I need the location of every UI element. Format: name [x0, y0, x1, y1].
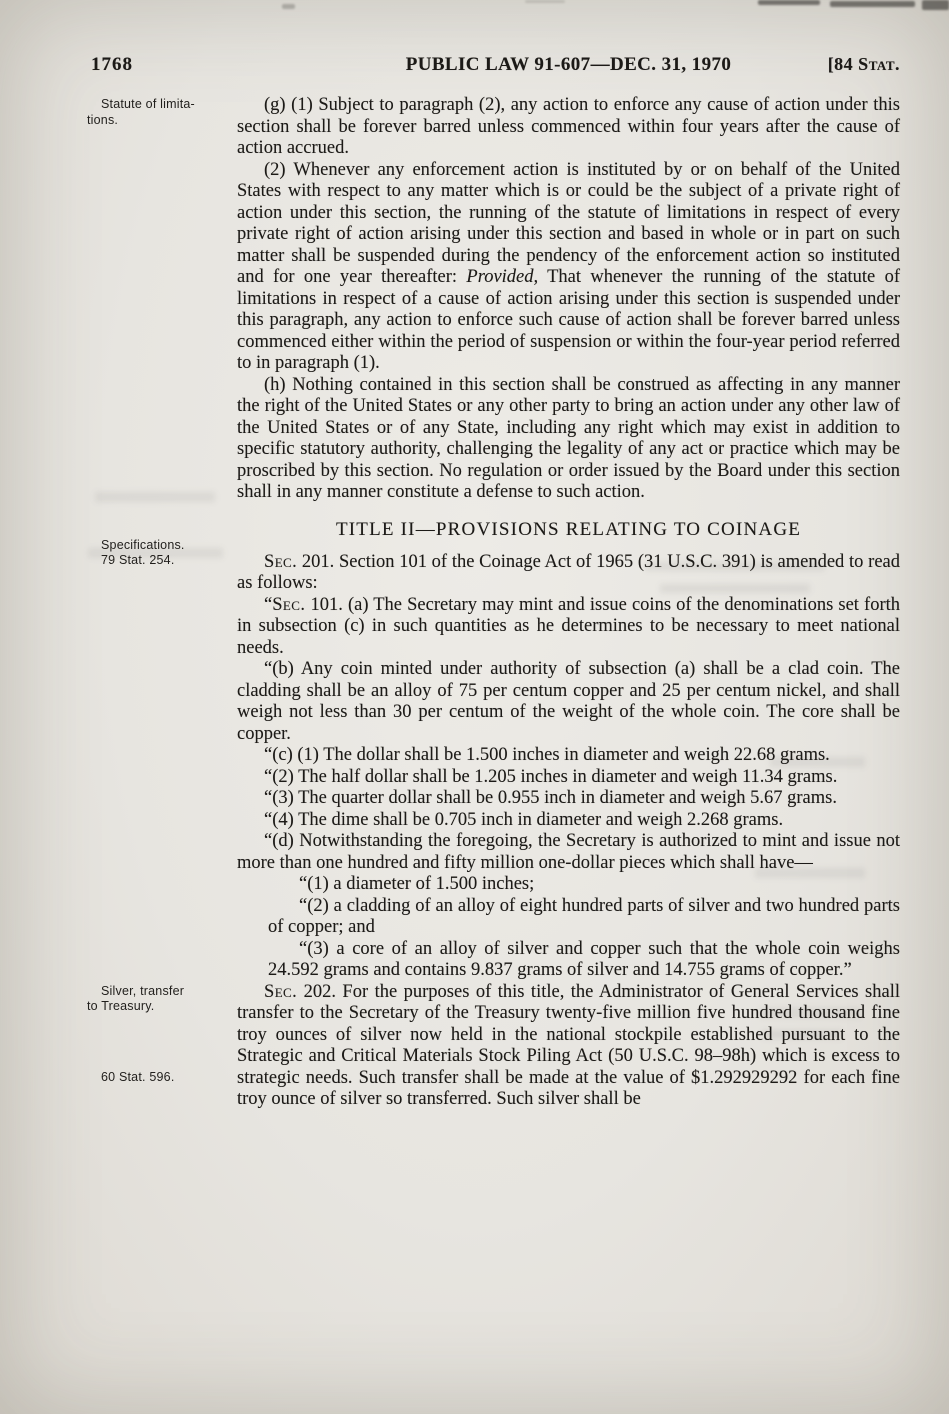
scan-artifact — [525, 0, 565, 3]
paragraph-101-d1 — [268, 874, 900, 896]
margin-note-line: to Treasury. — [87, 999, 155, 1013]
paragraph-text: “(c) (1) The dollar shall be 1.500 inches in diameter and weigh 22.68 grams. — [264, 745, 830, 765]
paragraph-text: “(b) Any coin minted under authority of subsection (a) shall be a clad coin. The cladding shall be an alloy of 75 per centum copper and 25 per centum nickel, and shall weigh not less than 30 per centum of the weight of the whole coin. The core shall be copper. — [237, 659, 900, 744]
scan-artifact — [758, 0, 820, 5]
page-header — [0, 54, 949, 78]
paragraph-text: 201. Section 101 of the Coinage Act of 1965 (31 U.S.C. 391) is amended to read as follows: — [237, 551, 900, 593]
paragraph-text: “(d) Notwithstanding the foregoing, the Secretary is authorized to mint and issue not more than one hundred and fifty million one-dollar pieces which shall have— — [237, 831, 900, 873]
paragraph-101-d2 — [268, 896, 900, 939]
bleed-through-ghost — [95, 492, 215, 502]
margin-note-specifications — [87, 538, 233, 569]
margin-note-statute-of-limitations — [87, 97, 233, 128]
margin-note-line: 60 Stat. 596. — [101, 1069, 175, 1084]
section-label: Sec. — [264, 981, 298, 1002]
paragraph-101-d3 — [268, 939, 900, 982]
paragraph-text: “(4) The dime shall be 0.705 inch in diameter and weigh 2.268 grams. — [264, 809, 784, 830]
margin-note-line: Statute of limita- — [101, 97, 195, 111]
paragraph-text: “(2) The half dollar shall be 1.205 inches in diameter and weigh 11.34 grams. — [264, 766, 838, 787]
paragraph-101-c2 — [237, 767, 900, 789]
header-stat-volume: [84 Stat. — [827, 54, 900, 74]
paragraph-text: 202. For the purposes of this title, the Administrator of General Services shall transfer to the Secretary of the Treasury twenty-five million five hundred thousand fine troy ounces of silver now held in the national stockpile established pursuant to the Strategic and Critical Materials Stock Piling Act (50 U.S.C. 98–98h) which is excess to strategic needs. Such transfer shall be made at the value of $1.292929292 for each fine troy ounce of silver so transferred. Such silver shall be — [237, 981, 900, 1109]
margin-note-line: 79 Stat. 254. — [101, 553, 175, 567]
page-number: 1768 — [91, 54, 133, 75]
paragraph-text: “(2) a cladding of an alloy of eight hundred parts of silver and two hundred parts of copper; and — [268, 895, 900, 937]
text-column — [87, 95, 900, 1111]
paragraph-text: “(3) a core of an alloy of silver and copper such that the whole coin weighs 24.592 grams and contains 9.837 grams of silver and 14.755 grams of copper.” — [268, 938, 900, 980]
margin-note-line: Specifications. — [101, 537, 185, 552]
section-label: Sec. — [272, 594, 306, 615]
paragraph-sec-101-a — [237, 595, 900, 660]
paragraph-text: “(1) a diameter of 1.500 inches; — [299, 874, 535, 894]
paragraph-g-1 — [87, 95, 900, 160]
section-label: Sec. — [264, 551, 298, 572]
open-quote: “ — [264, 594, 273, 615]
paragraph-text: (g) (1) Subject to paragraph (2), any action to enforce any cause of action under this section shall be forever barred unless commenced within four years after the cause of action accrued. — [237, 95, 900, 158]
paragraph-text: That whenever the running of the statute of limitations in respect of a cause of action arising under this section is suspended under this paragraph, any action to enforce such cause of action shall be forever barred unless commenced either within the period of suspension or within the four-year period referred to in paragraph (1). — [237, 267, 900, 373]
paragraph-sec-202 — [87, 981, 900, 1111]
provided-italic: Provided, — [466, 267, 539, 287]
paragraph-text: “(3) The quarter dollar shall be 0.955 inch in diameter and weigh 5.67 grams. — [264, 788, 837, 808]
paragraph-text: (h) Nothing contained in this section shall be construed as affecting in any manner the right of the United States or any other party to bring an action under any other law of the United States or of any State, including any right which may exist in addition to specific statutory authority, challenging the legality of any act or practice which may be proscribed by this section. No regulation or order issued by the Board under this section shall in any manner constitute a defense to such action. — [237, 374, 900, 502]
paragraph-sec-201 — [101, 537, 900, 595]
title-ii-heading: TITLE II—PROVISIONS RELATING TO COINAGE — [335, 518, 802, 540]
margin-note-60-stat-596 — [87, 1070, 233, 1086]
scan-artifact — [830, 1, 915, 7]
paragraph-text: (2) Whenever any enforcement action is instituted by or on behalf of the United States with respect to any matter which is or could be the subject of a private right of action under this section, the running of the statute of limitations in respect of every private right of action arising under this section and based in whole or in part on such matter shall be suspended during the pendency of the enforcement action so instituted and for one year thereafter: — [237, 159, 900, 287]
paragraph-text: 101. (a) The Secretary may mint and issue coins of the denominations set forth in subsection (c) in such quantities as he determines to be necessary to meet national needs. — [237, 594, 900, 658]
paragraph-101-c1 — [237, 745, 900, 767]
paragraph-h — [237, 375, 900, 504]
paragraph-101-c4 — [237, 810, 900, 832]
paragraph-g-2 — [237, 160, 900, 375]
paragraph-101-c3 — [237, 788, 900, 810]
paragraph-101-d — [237, 831, 900, 874]
margin-note-line: Silver, transfer — [101, 983, 185, 998]
scan-artifact — [922, 0, 949, 10]
paragraph-101-b — [237, 659, 900, 745]
scan-artifact — [282, 4, 295, 9]
margin-note-silver-transfer — [87, 984, 233, 1015]
margin-note-line: tions. — [87, 112, 119, 127]
header-law-title: PUBLIC LAW 91-607—DEC. 31, 1970 — [405, 54, 732, 75]
